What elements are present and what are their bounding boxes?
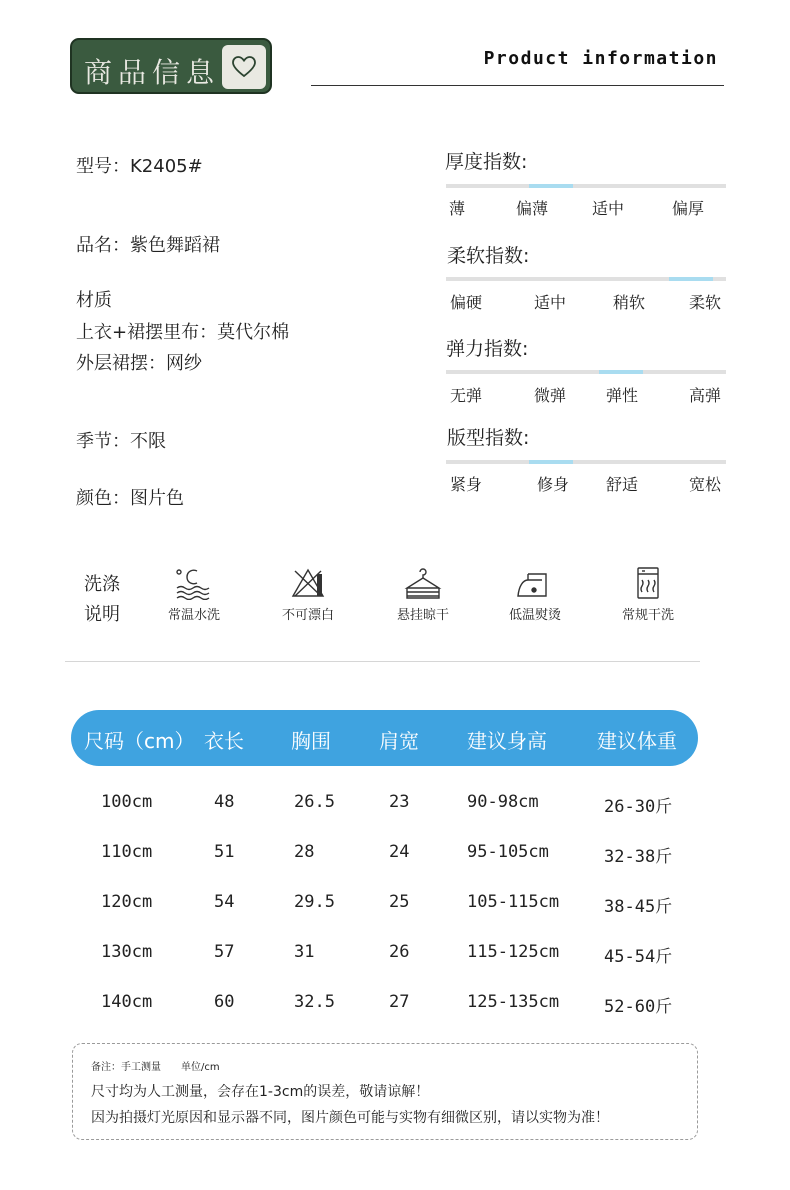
season: 季节：不限 (76, 431, 166, 452)
elasticity-level: 弹性 (606, 386, 639, 405)
hang-dry-icon (402, 566, 444, 600)
cell-shoulder: 26 (389, 942, 410, 962)
fit-level: 紧身 (450, 475, 483, 494)
cell-size: 100cm (101, 792, 153, 812)
dry-clean-icon (627, 566, 669, 600)
table-row (0, 942, 790, 982)
cell-length: 60 (214, 992, 235, 1012)
cell-chest: 26.5 (294, 792, 335, 812)
material-line-1: 上衣+裙摆里布：莫代尔棉 (76, 322, 290, 343)
fit-level: 修身 (537, 475, 570, 494)
notes-line-1: 尺寸均为人工测量，会存在1-3cm的误差，敬请谅解！ (91, 1084, 430, 1100)
cell-weight: 32-38斤 (604, 847, 673, 867)
wash-title (84, 570, 120, 630)
thickness-level: 偏薄 (516, 199, 549, 218)
cell-chest: 32.5 (294, 992, 335, 1012)
wash-label: 不可漂白 (281, 608, 334, 623)
wash-title-line-2: 说明 (84, 604, 120, 625)
model-number: 型号：K2405# (76, 156, 203, 177)
cell-weight: 45-54斤 (604, 947, 673, 967)
cell-length: 54 (214, 892, 235, 912)
cell-shoulder: 23 (389, 792, 410, 812)
elasticity-index-title: 弹力指数: (446, 338, 529, 360)
cell-shoulder: 24 (389, 842, 410, 862)
notes-box (72, 1043, 698, 1140)
thickness-level: 薄 (449, 199, 466, 218)
softness-index-track (446, 277, 726, 281)
size-table-header (71, 710, 698, 766)
cell-size: 110cm (101, 842, 153, 862)
fit-level: 宽松 (689, 475, 722, 494)
wash-item (139, 566, 249, 623)
thickness-level: 适中 (592, 199, 625, 218)
cell-shoulder: 25 (389, 892, 410, 912)
section-divider (65, 661, 700, 662)
title-badge (70, 38, 272, 94)
thickness-level: 偏厚 (672, 199, 705, 218)
cell-shoulder: 27 (389, 992, 410, 1012)
header-shoulder: 肩宽 (379, 729, 419, 753)
wash-label: 低温熨烫 (508, 608, 561, 623)
table-row (0, 992, 790, 1032)
softness-level: 偏硬 (450, 293, 483, 312)
softness-level: 稍软 (613, 293, 646, 312)
cell-height: 115-125cm (467, 942, 560, 962)
header-chest: 胸围 (291, 729, 331, 753)
cell-height: 95-105cm (467, 842, 549, 862)
product-name: 品名：紫色舞蹈裙 (76, 235, 220, 256)
header-height: 建议身高 (467, 729, 547, 753)
title-underline (311, 85, 724, 86)
fit-index-title: 版型指数: (447, 427, 530, 449)
cell-length: 51 (214, 842, 235, 862)
header-weight: 建议体重 (597, 729, 677, 753)
color: 颜色：图片色 (76, 488, 184, 509)
cell-size: 120cm (101, 892, 153, 912)
thickness-index-track (446, 184, 726, 188)
cell-weight: 52-60斤 (604, 997, 673, 1017)
wash-item (593, 566, 703, 623)
cell-weight: 38-45斤 (604, 897, 673, 917)
cell-weight: 26-30斤 (604, 797, 673, 817)
elasticity-level: 高弹 (689, 386, 722, 405)
cell-size: 140cm (101, 992, 153, 1012)
page-title: 商品信息 (84, 56, 221, 89)
wash-item (480, 566, 590, 623)
table-row (0, 892, 790, 932)
low-iron-icon (514, 566, 556, 600)
english-title: Product information (483, 48, 718, 69)
cell-height: 125-135cm (467, 992, 560, 1012)
no-bleach-icon (287, 566, 329, 600)
thickness-index-title: 厚度指数: (445, 151, 528, 173)
material-line-2: 外层裙摆：网纱 (76, 353, 202, 374)
cell-chest: 31 (294, 942, 315, 962)
elasticity-index-track (446, 370, 726, 374)
cell-chest: 28 (294, 842, 315, 862)
notes-caption: 备注：手工测量 单位/cm (91, 1062, 220, 1073)
cell-size: 130cm (101, 942, 153, 962)
elasticity-level: 无弹 (450, 386, 483, 405)
cell-chest: 29.5 (294, 892, 335, 912)
heart-icon (222, 45, 266, 89)
softness-index-title: 柔软指数: (447, 245, 530, 267)
cell-length: 57 (214, 942, 235, 962)
elasticity-index-marker (599, 370, 643, 374)
wash-label: 常规干洗 (621, 608, 674, 623)
header-size: 尺码（cm） (84, 729, 195, 753)
wash-item (368, 566, 478, 623)
softness-level: 适中 (534, 293, 567, 312)
material-label: 材质 (76, 290, 112, 311)
wash-title-line-1: 洗涤 (84, 574, 120, 595)
fit-level: 舒适 (606, 475, 639, 494)
notes-line-2: 因为拍摄灯光原因和显示器不同，图片颜色可能与实物有细微区别，请以实物为准！ (91, 1110, 609, 1126)
cell-length: 48 (214, 792, 235, 812)
water-wash-icon (173, 566, 215, 600)
thickness-index-marker (529, 184, 573, 188)
table-row (0, 792, 790, 832)
cell-height: 105-115cm (467, 892, 560, 912)
wash-label: 悬挂晾干 (396, 608, 449, 623)
fit-index-marker (529, 460, 573, 464)
wash-label: 常温水洗 (167, 608, 220, 623)
table-row (0, 842, 790, 882)
fit-index-track (446, 460, 726, 464)
softness-index-marker (669, 277, 713, 281)
elasticity-level: 微弹 (534, 386, 567, 405)
cell-height: 90-98cm (467, 792, 539, 812)
header-length: 衣长 (204, 729, 244, 753)
wash-item (253, 566, 363, 623)
softness-level: 柔软 (689, 293, 722, 312)
